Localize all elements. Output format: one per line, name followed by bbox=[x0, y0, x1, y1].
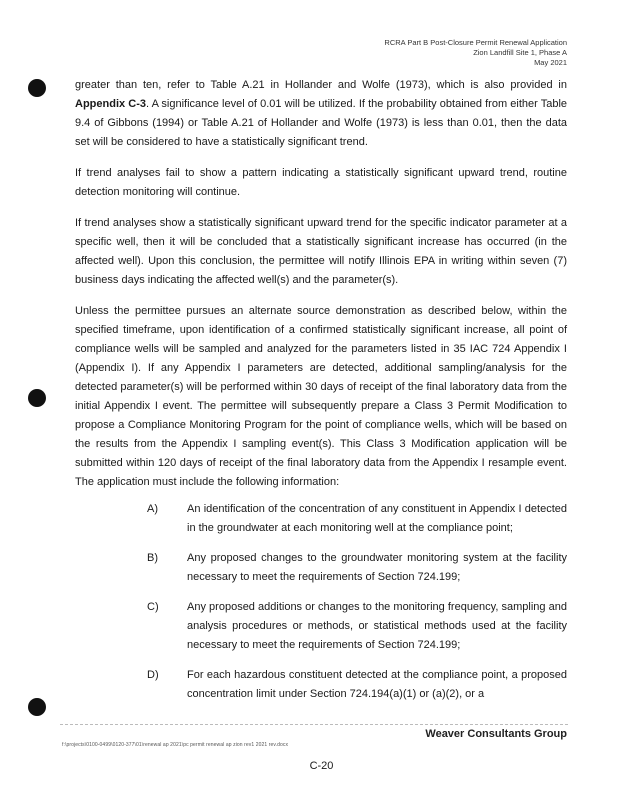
page-header bbox=[384, 38, 567, 68]
list-item-text: Any proposed additions or changes to the monitoring frequency, sampling and analysis procedures or methods, or statistical methods used at the facility necessary to meet the requirements of Section 724.199; bbox=[187, 601, 567, 651]
file-path: f:\projects\0100-0499\0120-377\01\renewal ap 2021\pc permit renewal ap zion rev1 2021 rev.docx bbox=[62, 742, 289, 748]
paragraph-3: If trend analyses show a statistically significant upward trend for the specific indicator parameter at a specific well, then it will be concluded that a statistically significant increase has occurred (in the affected well). Upon this conclusion, the permittee will notify Illinois EPA in writing within seven (7) business days indicating the affected well(s) and the parameter(s). bbox=[75, 217, 567, 286]
paragraph-2: If trend analyses fail to show a pattern indicating a statistically significant upward trend, routine detection monitoring will continue. bbox=[75, 167, 567, 198]
header-site: Zion Landfill Site 1, Phase A bbox=[473, 48, 567, 57]
list-item bbox=[75, 666, 567, 704]
page-number: C-20 bbox=[309, 760, 334, 772]
header-date: May 2021 bbox=[534, 58, 567, 67]
list-item bbox=[75, 598, 567, 655]
list-item-label: B) bbox=[147, 552, 158, 564]
binder-hole-top bbox=[28, 79, 46, 97]
list-item-label: D) bbox=[147, 669, 159, 681]
company-name: Weaver Consultants Group bbox=[425, 728, 567, 740]
footer-divider bbox=[60, 724, 568, 725]
body-text bbox=[75, 76, 567, 504]
binder-hole-bottom bbox=[28, 698, 46, 716]
list-item-label: C) bbox=[147, 601, 159, 613]
list-item bbox=[75, 500, 567, 538]
list-item bbox=[75, 549, 567, 587]
paragraph-4: Unless the permittee pursues an alternate source demonstration as described below, within the specified timeframe, upon identification of a confirmed statistically significant increase, all point of compliance wells will be sampled and analyzed for the parameters listed in 35 IAC 724 Appendix I (Appendix I). If any Appendix I parameters are detected, additional sampling/analysis for the detected parameter(s) will be performed within 30 days of receipt of the final laboratory data from the initial Appendix I event. The permittee will subsequently prepare a Class 3 Permit Modification to propose a Compliance Monitoring Program for the point of compliance wells, which will be based on the results from the Appendix I sampling event(s). This Class 3 Modification application will be submitted within 120 days of receipt of the final laboratory data from the Appendix I resample event. The application must include the following information: bbox=[75, 305, 567, 488]
list-item-label: A) bbox=[147, 503, 158, 515]
paragraph-1: greater than ten, refer to Table A.21 in Hollander and Wolfe (1973), which is also provided in Appendix C-3. A significance level of 0.01 will be utilized. If the probability obtained from either Table 9.4 of Gibbons (1994) or Table A.21 of Hollander and Wolfe (1973) is less than 0.01, then the data set will be considered to have a statistically significant trend. bbox=[75, 79, 568, 148]
requirements-list bbox=[75, 500, 567, 715]
list-item-text: Any proposed changes to the groundwater monitoring system at the facility necessary to meet the requirements of Section 724.199; bbox=[187, 552, 567, 583]
appendix-reference: Appendix C-3 bbox=[75, 98, 146, 110]
binder-hole-middle bbox=[28, 389, 46, 407]
header-title: RCRA Part B Post-Closure Permit Renewal Application bbox=[384, 38, 567, 47]
list-item-text: For each hazardous constituent detected at the compliance point, a proposed concentration limit under Section 724.194(a)(1) or (a)(2), or a bbox=[187, 669, 567, 700]
list-item-text: An identification of the concentration of any constituent in Appendix I detected in the groundwater at each monitoring well at the compliance point; bbox=[187, 503, 567, 534]
